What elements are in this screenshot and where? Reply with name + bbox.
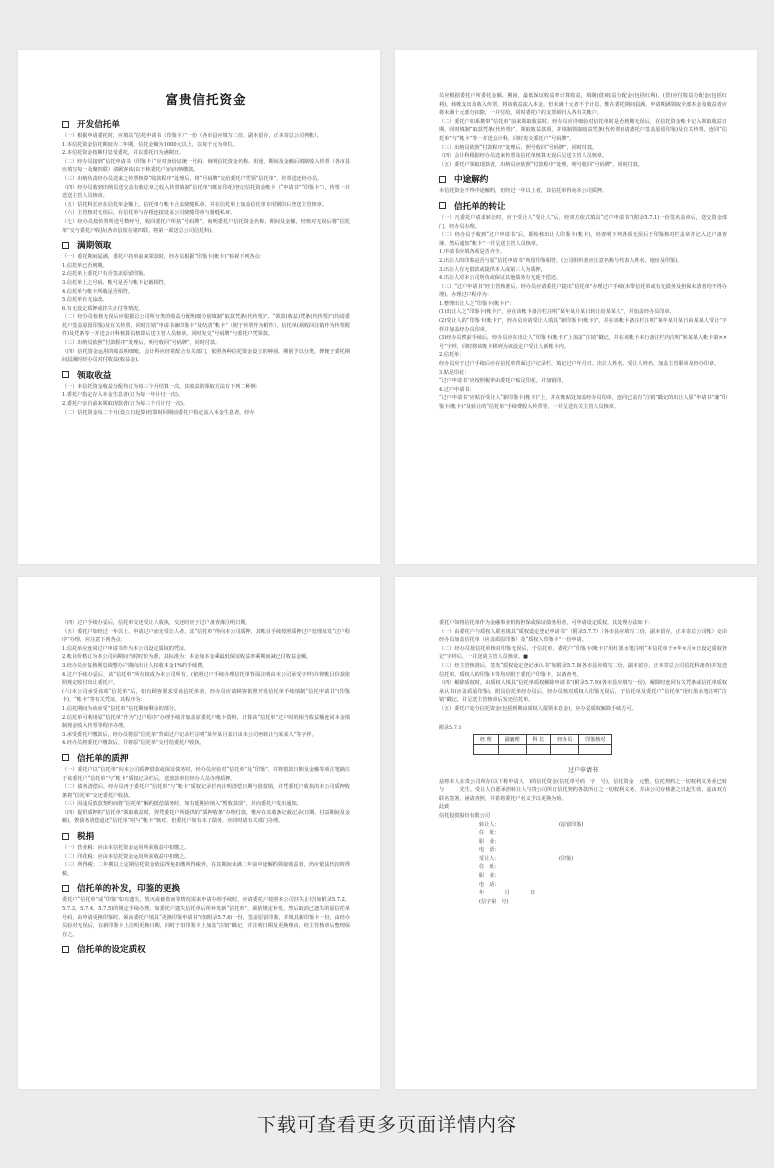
transferee-field: 住 址： — [479, 864, 500, 871]
section-heading-text: 信托单的转让 — [454, 201, 506, 212]
paragraph: （七）经办员按传票所送号数呼号，收回委托户所执“号码牌”，询明委托户信托资金名称、期间及金额，经核对无误后将“信托单”交与委托户收执(各市县留存第四联，将第一联送总公司信托科)。 — [62, 218, 350, 234]
checkbox-square-icon — [62, 885, 69, 892]
paragraph: （四）信托资金运用的收益明细账，会计科应经常配合有关部门，依照各种信托资金设立的种别、期别予以分类，俾便于委托期间届满时经办员对付收益(收益金)。 — [62, 348, 350, 364]
signoff-empty-cell — [579, 744, 612, 754]
transferee-field: 职 业： — [479, 873, 500, 880]
paragraph: 4.过户申请书： — [439, 386, 475, 393]
form-salutation: 此致 — [439, 804, 450, 811]
paragraph: （五）委托户处分信托资金(包括到期由质权人提领本息金)，应办妥质权解除手续方可。 — [439, 705, 637, 712]
paragraph: 1.信托单已否到期。 — [62, 262, 108, 269]
transferor-seal-note: (原留印鉴) — [559, 821, 584, 828]
paragraph: （二）委托户如系携带“信托单”前来领取收益时，经办员应详细验对信托单时是否到期无误后，在信托资金帐卡记入领取收益日期，同时填制“取款凭条(代传票)”，领取收益款项，并填制领取收益凭条(代传票)(请委托户签盖原留印鉴)及有关传票，连同“信托单”与“帐卡”等一并送会计科，同时发交委托户“号码牌”。 — [439, 118, 727, 142]
paragraph: （三）经主管核准后，签发“质权设定登记承认书”如附录5.7.8(各市县应填写二份，副本留存，正本寄总公司信托科备查)并发送信托单。质权人的印鉴卡等均应附于委托户印鉴卡，以备查考。 — [439, 662, 727, 678]
checkbox-square-icon — [439, 202, 446, 209]
checkbox-square-icon — [439, 176, 446, 183]
paragraph: 2.委托户亲自前来领取现款者(订为每三个月计付一次)。 — [62, 401, 188, 408]
paragraph: (六)本公司承受该项“信托单”后，如有顾客要求受该信托单者，经办员应请顾客依照开发信托单手续填制“信托申请书”(印鉴卡)，“帐卡”等有关凭证，其程序为： — [62, 688, 350, 704]
paragraph: （四）解除质权时，由质权人填具“信托单质权解除申请书”(附录5.7.9)(各市县应填写一份)，解除时连同有关凭条或信托单质权承认书(应盖质原印鉴)，附具信托单经办员后，经办员核对质权人印鉴无误后，于信托单及委托户“信托单”用红墨水笔注明“注销”戳记，并呈送主管核章后发还信托单。 — [439, 680, 727, 704]
paragraph: (3)经办员俟前手续后，经办员应在出让人“印鉴卡(帐卡)”上加盖“注销”戳记，并在该帐卡未行备注栏内注明“转某某人帐卡第××号”字样，同时将该帐卡移列为该设定户受让人新帐卡内。 — [439, 335, 727, 350]
paragraph: 4.出让人对本公司所负或保证其他债务有无延不偿还。 — [439, 275, 562, 282]
paragraph: （二）经办员按信托单核对印鉴无误后，于信托单、委托户“印鉴卡(帐卡)”用红墨水笔注明“本信托单于×年×月×日设定质权登记”字样后，一并送请主管人员核章。■ — [439, 645, 727, 661]
paragraph: （二）经办员接到“信托申请书（印鉴卡）”应对身份证统一号码、询明信托资金名称、用途、期间及金额后填制收入传票（各市县应填写每一及聚四联）请顾客该(以下称委托户)向出纳缴款。 — [62, 158, 350, 174]
paragraph: 1.信托期间为该承受“信托单”信托期间剩余的部分。 — [62, 705, 180, 712]
download-more-caption: 下载可查看更多页面详情内容 — [256, 1114, 517, 1136]
section-heading — [62, 943, 350, 955]
paragraph: （一）凡委托户请求转让时，应于受让人“受让人”后，经双方依式填具“过户申请书”(附录5.7.1)一份签名盖章后，送交资金部门，经办员办理。 — [439, 214, 727, 230]
page-4-paragraphs — [439, 619, 727, 714]
signoff-empty-cell — [551, 744, 579, 754]
paragraph: （一）委托期间届满，委托户持单前来领款时，经办员根据“印鉴卡(帐卡)”检视下列各点： — [62, 254, 265, 261]
section-heading-text: 满期领取 — [77, 241, 112, 252]
checkbox-square-icon — [62, 754, 69, 761]
paragraph: （四）会计科根据经办员送来传票及信托单核算无误后呈送主管人员核章。 — [439, 153, 608, 160]
paragraph: （四）经办员收到出纳员送交盖有收讫章之收入传票填制“信托单”(帐证印花)登记信托资金帐卡（“申请书”“印鉴卡”），传票一并送送主管人员核章。 — [62, 184, 350, 200]
transferor-label-line — [439, 821, 727, 830]
form-body: 兹将本人在贵公司所存(以下称申请人 )的信托资金(信托单号码 字 号)，信托资金 元整。信托契约之一切权利义务业已转与 先生。受让人自愿承担转让人与贵公司所订信托契约各款所订之一切权利义务，并由公司存核准之日起生效，兹由双方联名签署，函请查照，并希将委托户名义予以更换为荷。 — [439, 778, 727, 802]
paragraph: （五）信托科长应在信托单金额上，信托单与帐卡合盖骑缝私章，并在信托单上加盖信托单专用钢印后登送主管核章。 — [62, 201, 327, 208]
page-1-sections — [62, 118, 350, 417]
paragraph: （三）出纳员依照“付款程序”处理后，照号收回“号码牌”，同时付款。 — [439, 144, 598, 151]
paragraph: 2.帐目价格订为本公司向期间当时时价为准，其标准为：本金加本金乘最低保证收益率乘期间减已付收益金额。 — [62, 654, 312, 661]
paragraph: 2.信托单可利用原“信托单”作为“过户程序”办理手续并加盖原委托户帐卡资料，计算该“信托单”过户时的相当收益额连同本金填制现金收入传票等程序办理。 — [62, 714, 350, 730]
paragraph: （四）提供质押的“信托单”领取收益时，得凭委托户所提供的“质押收条”办理付款，惟应在其收条记载记录(日期、付益期间及金额)，俟债务清偿退还“信托单”时与“帐卡”核对，但委托户如有未了债务，应同时请有关部门办理。 — [62, 809, 350, 825]
section-heading-text: 开发信托单 — [77, 120, 120, 130]
transferor-fields — [439, 829, 727, 855]
signoff-header-cell: 经 理 — [474, 734, 499, 744]
signoff-header-row — [474, 734, 612, 744]
signoff-empty-cell — [474, 744, 499, 754]
paragraph: （五）委托户领取现款者，出纳员应依照“付款程序”处理，明号收回“号码牌”，同时付款。 — [439, 161, 643, 168]
paragraph: 3.贴足印花： — [439, 369, 470, 376]
paragraph: （一）本信托资金收益分配均订为每三个月结算一次，其收益的领取方法有下列二种例： — [62, 383, 261, 390]
document-page-2 — [395, 50, 757, 564]
paragraph: (1)出让人之“印鉴卡(帐卡)”，应在该帐卡备注栏注明“某年某月某日转让给某某人”，并加盖经办员印章。 — [439, 309, 675, 316]
transferor-label: 转让人： — [479, 821, 500, 828]
section-heading — [439, 173, 727, 185]
paragraph: 委托户如将信托单作为金融事业机构担保或保证债务用者，可申请设定质权，其处理办法如下： — [439, 620, 653, 626]
checkbox-square-icon — [62, 371, 69, 378]
paragraph: “过户申请书”应贴存受让人“新印鉴卡(帐卡)”上，并在帐贴处加盖经办员印章，连同已盖有“注销”戳记的出让人原“申请书”兼“印鉴卡(帐卡)”及转让的“信托单”手续费收入传票等，一并呈送有关主管人员核章。 — [439, 395, 727, 410]
paragraph: 2.出让人的印鉴是否与原“信托申请书”所留印鉴相符。(公司组织者应注意名称与代表人姓名、地址及印鉴)。 — [439, 257, 683, 264]
transferor-field: 住 址： — [479, 830, 500, 837]
signoff-header-cell: 经办员 — [551, 734, 579, 744]
paragraph: （三）出纳负责经办员送来之传票核算“收款程序”处理后，将“号码牌”交给委托户凭领“信托单”，传票送还经办员。 — [62, 175, 323, 182]
signoff-header-cell: 科 长 — [526, 734, 551, 744]
transferee-label-line — [439, 855, 727, 864]
section-heading — [439, 200, 727, 212]
checkbox-square-icon — [62, 833, 69, 840]
section-heading — [62, 118, 350, 130]
checkbox-square-icon — [62, 946, 69, 953]
paragraph: 3.经办员应复核利息调整办户期向出让人扣收本金1%的手续费。 — [62, 662, 208, 669]
page-4-content — [439, 619, 727, 1075]
paragraph: 4.信托单与帐卡所载是否相符。 — [62, 288, 134, 295]
transferee-label: 受让人： — [479, 855, 500, 862]
paragraph: （二）印花税：应由本信托资金运用所获收益中扣缴之。 — [62, 853, 190, 860]
paragraph: 本信托资金不得中途解约，但经过一年以上者，其信托单得向本公司质押。 — [439, 188, 608, 195]
paragraph: （三）因违反放款契约而将“信托单”解约抵偿债务时，如有延期应纳入“暂收款项”，并向委托户发出通知。 — [62, 801, 302, 808]
section-heading-text: 中途解约 — [454, 175, 489, 186]
page-3-sections — [62, 619, 350, 955]
transferor-field: 电 话： — [479, 847, 500, 854]
paragraph: 1.信托单应连同过户申请书作为本公司设定质权的凭证。 — [62, 645, 190, 652]
section-heading — [62, 239, 350, 251]
paragraph: （一）由委托户与质权人联名填具“质权设定登记申请书”（附录5.7.7）（各市县应填写二份，副本留存，正本寄总公司帐）交由经办员加盖信托单（应盖质原印鉴）及“质权人印鉴卡”一份申请。 — [439, 628, 727, 644]
paragraph: （二）经办员检核无误后应根据总公司所分类的收益分配明细分别填制“取款凭条(代传票)”、“领款(收益)凭条(代传票)”(均请委托户签盖原留印鉴)及有关传票，同时注销“申请书兼印鉴卡”及结清“帐卡”（附于传票作为附件），信托单(须收回注销作为传票附件)及凭条等一并送会计科核算员核算后送主管人员核章。同时发交“号码牌”与委托户凭领款。 — [62, 314, 350, 338]
form-date-line: 年 月 日 — [479, 890, 536, 897]
paragraph: 1.整理出让人之“印鉴卡(帐卡)”： — [439, 300, 515, 307]
document-page-1 — [18, 50, 380, 564]
paragraph: （三）“过户申请书”经主管核准后，经办员应请委托户提出“信托单”办理过户手续(未带信托单或有无债务及担保未清者均不得办理)，办理过户程序为： — [439, 283, 727, 299]
signoff-header-cell: 印鉴核对 — [579, 734, 612, 744]
paragraph: 3.承受委托户缴款后，经办员将原“信托单”背面过户记录栏注明“某年某月某日由本公司再转让与某某人”等字样。 — [62, 731, 317, 738]
section-heading-text: 信托单的质押 — [77, 753, 129, 764]
paragraph: 5.信托单有无涂改。 — [62, 297, 108, 304]
paragraph: （一）营业税：应由本信托资金运用所获收益中扣缴之。 — [62, 845, 190, 852]
paragraph: 经办员应于过户手续后应在信托单背面过户记录栏，填记过户年月日、出让人姓名、受让人姓名，加盖主管职章及经办印章。 — [439, 361, 720, 368]
form-company: 信托投资股份有限公司 — [439, 812, 490, 819]
paragraph: （二）信托资金每二个月(设立日起算)结算时同期前委托户指定流入本金生息者，经办 — [62, 409, 255, 416]
paragraph: 6.有无设定质押或挂失止付等情况。 — [62, 305, 144, 312]
section-heading-text: 税捐 — [77, 832, 95, 843]
document-page-4 — [395, 577, 757, 1089]
section-heading — [62, 369, 350, 381]
paragraph: （一）根据申请委托时，应填具“信托申请书（印鉴卡）”一份（各市县应填写二份，副本留存，正本寄总公司列帐）。 — [62, 133, 322, 139]
page-2-sections — [439, 92, 727, 412]
section-heading-text: 信托单的补发，印鉴的更换 — [77, 884, 181, 895]
signoff-empty-cell — [526, 744, 551, 754]
page-1-content — [62, 90, 350, 550]
paragraph: 1.本信托资金信托期间为二年期，信托金额为1000元以上，以每千元为单位。 — [62, 141, 238, 148]
section-heading — [62, 752, 350, 764]
form-title: 过户申请书 — [567, 766, 598, 774]
paragraph: 2.信托单： — [439, 352, 465, 359]
document-page-3 — [18, 577, 380, 1089]
paragraph: 3.信托单上之号码、帐号是否与帐卡记载相符。 — [62, 279, 169, 286]
paragraph: 员应根据委托户所委托金额、期间，最低保证收益率计算收益，填制(借)收益分配金(包括红利)，(贷)应付收益分配金(包括红利)，转帐支出及收入传票，将该收益流入本金，但未满十元者不予计息，惟在委托期间届满，申请期满领取全部本金及收益者应将未满十元部分扣除，一并付给。同时委托户的支票须归入各有关帐户。 — [439, 93, 727, 117]
paragraph: “过户申请书”应按照税率由委托户贴足印花，并加销印。 — [439, 378, 567, 385]
paragraph: （三）所得税：二年期以上定期信托资金依法得免扣缴所得税外，在其期间未满二年前中途解约领取收益者，仍应依法代扣所得税。 — [62, 862, 350, 877]
signoff-table — [473, 734, 612, 755]
paragraph: 1.申请书应填各项是否齐全。 — [439, 249, 505, 256]
paragraph: （四）过户手续办妥后，信托单交还受让人收执，交还时应于过户备查簿注明日期。 — [62, 620, 251, 626]
attachment-label: 附录5.7.1 — [439, 724, 462, 731]
paragraph: 委托户“信托单”或“印鉴”如有遗失，毁灭或被盗而等情况需来申请办理手续时，应请委托户按照本公司挂失止付(如附录5.7.2，5.7.3，5.7.4，5.7.5)的规定手续办理。如委托户遗失信托单后所补发新“信托单”，须依规定补发，然后取消已遗失的原信托单号码，由申请更换印鉴时，须由委托户填具“更换印鉴申请书”(如附录5.7.6)一份，签盖原留印鉴，并填具新印鉴卡一份，由经办员验对无误后，在新印鉴卡上注明更换日期，同时于旧印鉴卡上加盖“注销”戳记，并注明日期及更换理由，经主管核章后整理保存之。 — [62, 897, 350, 938]
checkbox-square-icon — [62, 242, 69, 249]
signoff-blank-row — [474, 744, 612, 754]
transferee-seal-note: (印鉴) — [559, 855, 574, 862]
section-heading-text: 领取收益 — [77, 370, 112, 381]
paragraph: 2.信托单上委托户有否签盖原留印鉴。 — [62, 271, 149, 278]
paragraph: 4.过户手续办妥后，该“信托单”所有权成为本公司所有。(依照过户手续办理信托单背面注明由本公司承受字样)并将帐目价款依照规定收付出让委托户。 — [62, 671, 350, 687]
page-3-content — [62, 619, 350, 1075]
transferor-field: 职 业： — [479, 838, 500, 845]
paragraph: （六）主管核对无误后，在信托单与存根连接处盖公司骑缝印章与骑缝私章。 — [62, 210, 236, 217]
signoff-empty-cell — [498, 744, 526, 754]
document-title: 富贵信托资金 — [165, 92, 247, 107]
paragraph: 4.经办员将委托户缴款后，并将原“信托单”交付给委托户收执。 — [62, 740, 205, 747]
paragraph: （二）债务清偿后，经办员再于委托户“信托单”与“帐卡”质权记录栏内注明清偿日期与借款销，并凭委托户收执的本公司质押收条将“信托单”交还委托户收执。 — [62, 784, 350, 799]
paragraph: (2)受让人的“印鉴卡(帐卡)”，经办员应请受让人填具“新印鉴卡(帐卡)”，并在该帐卡备注栏注明“某年某月某日由某某人受让”字样并加盖经办员印章。 — [439, 318, 727, 333]
paragraph: 2.本信托资金按期付息受委托，并以委托日为满期日。 — [62, 150, 185, 157]
transferee-field: 电 话： — [479, 881, 500, 888]
section-heading — [62, 882, 350, 894]
checkbox-square-icon — [62, 121, 69, 128]
signoff-header-cell: 副襄理 — [498, 734, 526, 744]
transfer-form — [439, 724, 727, 907]
section-heading — [62, 830, 350, 842]
transferee-fields — [439, 863, 727, 889]
paragraph: （二）经办员于收到“过户申请书”后，即检核出让人印鉴卡(帐卡)，经查明下列各项无误后于印鉴核对栏盖章并记入过户备查簿，然后通知“帐卡”一并呈送主管人员核章。 — [439, 232, 727, 247]
form-credit-line: (信字第 号) — [479, 898, 509, 905]
section-heading-text: 信托单的设定质权 — [77, 945, 146, 956]
page-2-content — [439, 92, 727, 550]
paragraph: （五）委托户如经过一年以上，申请过户而无受让人者，其“信托单”得向本公司质押，其帐目手续按照质押过户处理及发“过户程序”办理，应注意下列各点： — [62, 628, 350, 644]
paragraph: （三）出纳员依照“付款程序”处理后，明号收回“号码牌”，同时付款。 — [62, 340, 221, 347]
paragraph: （一）委托户以“信托单”向本公司质押借款或保证债务时，经办员应验对“信托单”及“印鉴”，并将借款日期及金额等项注笔摘注于该委托户“信托单”与“帐卡”质权记录栏后，送放款单位经办人员办理质押。 — [62, 766, 350, 782]
paragraph: 1.委托户指定存入本金生息者(订为每一年计付一次)。 — [62, 392, 183, 399]
paragraph: 3.出让人有无借款或提供本人或第三人为质押。 — [439, 266, 546, 273]
